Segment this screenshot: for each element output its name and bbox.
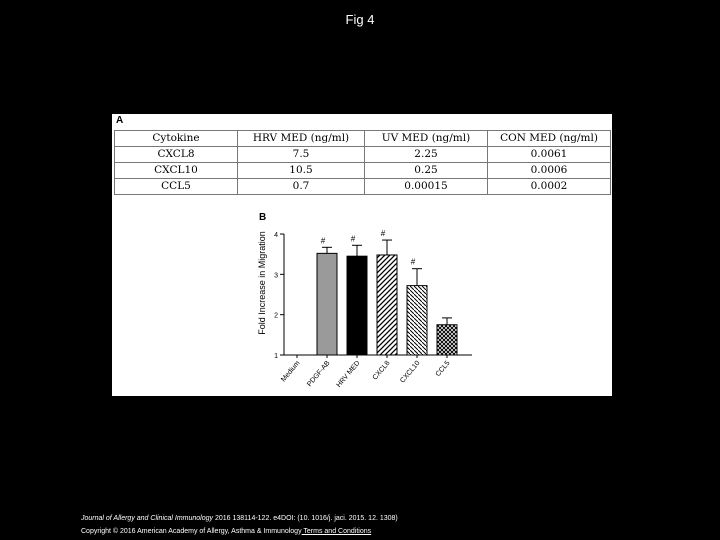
table-cell: CXCL8 [115,147,238,163]
y-axis-label: Fold Increase in Migration [257,231,267,335]
y-tick-label: 2 [274,312,278,320]
bar [437,325,457,355]
table-cell: 7.5 [238,147,365,163]
figure-panel [112,114,612,396]
y-tick-label: 4 [274,232,278,239]
significance-mark: # [320,236,326,246]
citation-line [81,515,398,522]
table-header-cell: Cytokine [115,131,238,147]
table-cell: 0.0061 [488,147,611,163]
table-cell: CCL5 [115,179,238,195]
significance-mark: # [380,229,386,239]
panel-a-label: A [116,115,124,126]
bar [347,256,367,355]
bar [377,255,397,355]
table-cell: 0.25 [365,163,488,179]
table-cell: CXCL10 [115,163,238,179]
x-tick-label: CXCL10 [399,359,422,385]
table-cell: 0.0006 [488,163,611,179]
table-row [115,179,611,195]
significance-mark: # [350,234,356,244]
table-cell: 0.7 [238,179,365,195]
table-row [115,147,611,163]
bar [407,286,427,355]
y-tick-label: 3 [274,272,278,280]
table-header-cell: CON MED (ng/ml) [488,131,611,147]
x-tick-label: PDGF-AB [306,359,332,389]
table-cell: 10.5 [238,163,365,179]
slide-title: Fig 4 [345,12,375,27]
x-tick-label: CXCL8 [371,359,392,382]
copyright-line [81,528,371,535]
significance-mark: # [410,257,416,267]
y-tick-label: 1 [274,353,278,360]
table-cell: 0.0002 [488,179,611,195]
table-cell: 2.25 [365,147,488,163]
terms-link[interactable]: Terms and Conditions [301,528,372,535]
table-row [115,163,611,179]
panel-b-label: B [259,212,267,223]
cytokine-table [114,130,611,195]
table-header-row [115,131,611,147]
journal-name: Journal of Allergy and Clinical Immunology [81,515,214,522]
bar [317,253,337,355]
table-cell: 0.00015 [365,179,488,195]
x-tick-label: CCL5 [434,359,452,379]
bar-chart [250,210,480,396]
table-header-cell: HRV MED (ng/ml) [238,131,365,147]
x-tick-label: HRV MED [335,359,362,389]
citation-text: 2016 138114-122. e4DOI: (10. 1016/j. jaci. 2015. 12. 1308) [213,515,398,522]
copyright-text: Copyright © 2016 American Academy of Allergy, Asthma & Immunology [81,528,302,535]
table-header-cell: UV MED (ng/ml) [365,131,488,147]
x-tick-label: Medium [280,359,302,384]
